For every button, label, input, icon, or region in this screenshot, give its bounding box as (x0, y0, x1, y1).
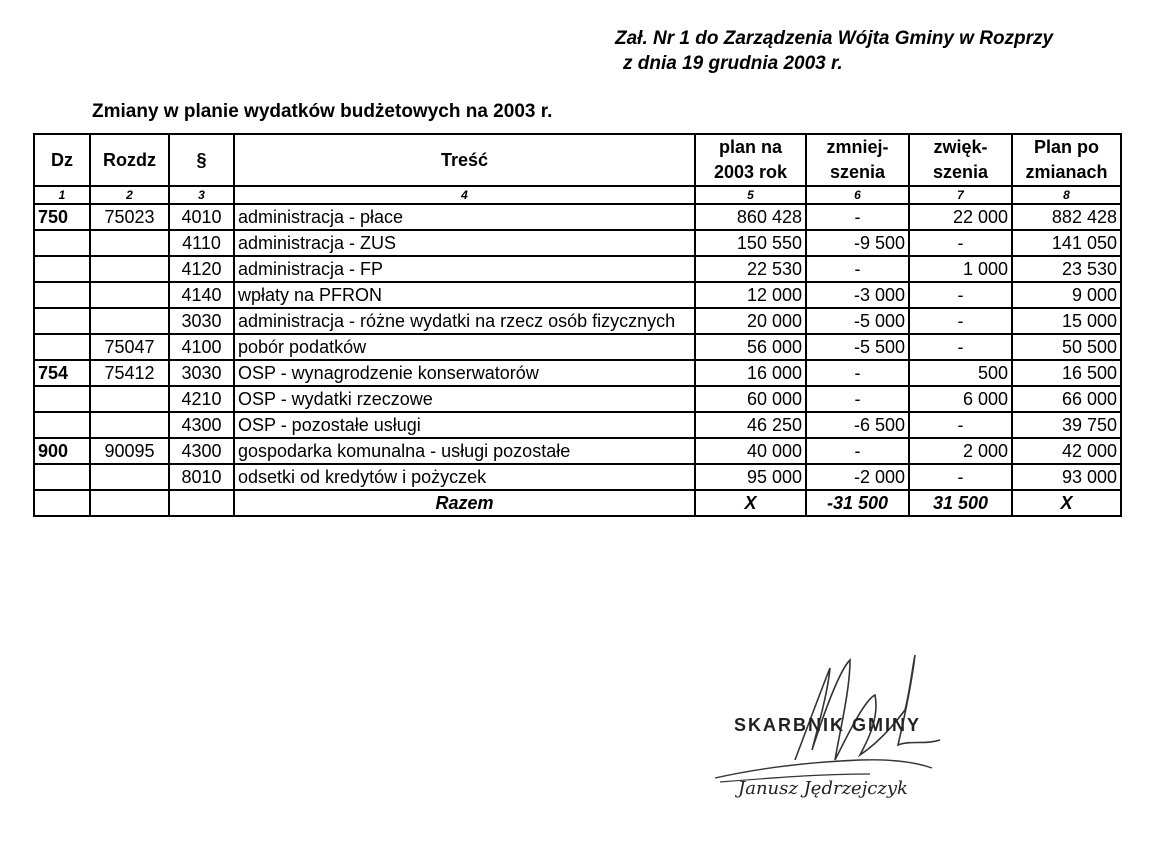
total-plan-after: X (1012, 490, 1121, 516)
cell-paragraph: 3030 (169, 360, 234, 386)
total-increase: 31 500 (909, 490, 1012, 516)
cell-dz: 750 (34, 204, 90, 230)
cell-dz (34, 282, 90, 308)
cell-empty (169, 490, 234, 516)
cell-plan-after: 50 500 (1012, 334, 1121, 360)
col-header-paragraph: § (169, 134, 234, 186)
cell-dz: 900 (34, 438, 90, 464)
cell-increase: - (909, 308, 1012, 334)
col-number: 2 (90, 186, 169, 204)
col-header-increase-line2: szenia (932, 162, 989, 182)
col-number: 5 (695, 186, 806, 204)
document-title: Zmiany w planie wydatków budżetowych na 2003 r. (92, 101, 553, 122)
cell-paragraph: 4010 (169, 204, 234, 230)
cell-tresc: OSP - wynagrodzenie konserwatorów (234, 360, 695, 386)
cell-paragraph: 4120 (169, 256, 234, 282)
cell-dz (34, 464, 90, 490)
cell-increase: 6 000 (909, 386, 1012, 412)
cell-rozdz (90, 464, 169, 490)
cell-plan: 46 250 (695, 412, 806, 438)
cell-rozdz: 75023 (90, 204, 169, 230)
cell-tresc: wpłaty na PFRON (234, 282, 695, 308)
cell-paragraph: 4300 (169, 412, 234, 438)
col-header-decrease-line1: zmniej- (826, 137, 889, 157)
cell-decrease: -3 000 (806, 282, 909, 308)
col-header-increase (909, 134, 1012, 186)
cell-paragraph: 4300 (169, 438, 234, 464)
cell-tresc: OSP - pozostałe usługi (234, 412, 695, 438)
cell-increase: 22 000 (909, 204, 1012, 230)
cell-plan: 20 000 (695, 308, 806, 334)
col-number: 1 (34, 186, 90, 204)
table-row (34, 308, 1121, 334)
cell-decrease: - (806, 256, 909, 282)
cell-tresc: OSP - wydatki rzeczowe (234, 386, 695, 412)
cell-increase: 2 000 (909, 438, 1012, 464)
cell-plan-after: 23 530 (1012, 256, 1121, 282)
cell-tresc: administracja - płace (234, 204, 695, 230)
cell-decrease: -9 500 (806, 230, 909, 256)
cell-tresc: gospodarka komunalna - usługi pozostałe (234, 438, 695, 464)
cell-decrease: - (806, 386, 909, 412)
cell-decrease: -5 500 (806, 334, 909, 360)
attachment-header (615, 26, 1053, 76)
cell-plan: 95 000 (695, 464, 806, 490)
cell-plan-after: 9 000 (1012, 282, 1121, 308)
col-header-dz: Dz (34, 134, 90, 186)
cell-plan: 40 000 (695, 438, 806, 464)
cell-dz (34, 412, 90, 438)
table-row (34, 386, 1121, 412)
cell-paragraph: 8010 (169, 464, 234, 490)
cell-plan-after: 39 750 (1012, 412, 1121, 438)
cell-increase: - (909, 282, 1012, 308)
col-header-tresc: Treść (234, 134, 695, 186)
treasurer-stamp: SKARBNIK GMINY (734, 715, 922, 735)
cell-dz: 754 (34, 360, 90, 386)
col-number: 8 (1012, 186, 1121, 204)
col-header-plan-after (1012, 134, 1121, 186)
table-row (34, 412, 1121, 438)
col-header-increase-line1: zwięk- (933, 137, 988, 157)
cell-paragraph: 4210 (169, 386, 234, 412)
cell-rozdz (90, 256, 169, 282)
cell-decrease: - (806, 438, 909, 464)
cell-empty (90, 490, 169, 516)
cell-paragraph: 3030 (169, 308, 234, 334)
table-row (34, 230, 1121, 256)
col-header-plan-after-line2: zmianach (1025, 162, 1108, 182)
col-header-plan-line1: plan na (718, 137, 782, 157)
col-number: 6 (806, 186, 909, 204)
table-row (34, 438, 1121, 464)
column-number-row (34, 186, 1121, 204)
cell-increase: - (909, 230, 1012, 256)
table-row (34, 360, 1121, 386)
total-decrease: -31 500 (806, 490, 909, 516)
table-row (34, 256, 1121, 282)
col-header-plan-after-line1: Plan po (1033, 137, 1099, 157)
cell-decrease: - (806, 204, 909, 230)
total-label: Razem (234, 490, 695, 516)
cell-decrease: -2 000 (806, 464, 909, 490)
cell-tresc: administracja - różne wydatki na rzecz osób fizycznych (234, 308, 695, 334)
table-row (34, 282, 1121, 308)
cell-rozdz (90, 386, 169, 412)
signature-block (700, 650, 1000, 820)
cell-tresc: odsetki od kredytów i pożyczek (234, 464, 695, 490)
cell-rozdz: 75047 (90, 334, 169, 360)
col-header-rozdz: Rozdz (90, 134, 169, 186)
cell-rozdz: 75412 (90, 360, 169, 386)
col-number: 3 (169, 186, 234, 204)
cell-dz (34, 334, 90, 360)
col-header-plan-line2: 2003 rok (713, 162, 788, 182)
header-row (34, 134, 1121, 186)
cell-rozdz (90, 412, 169, 438)
col-number: 4 (234, 186, 695, 204)
cell-increase: 1 000 (909, 256, 1012, 282)
cell-plan: 12 000 (695, 282, 806, 308)
col-header-plan (695, 134, 806, 186)
cell-decrease: - (806, 360, 909, 386)
cell-plan-after: 16 500 (1012, 360, 1121, 386)
cell-paragraph: 4100 (169, 334, 234, 360)
cell-tresc: administracja - ZUS (234, 230, 695, 256)
cell-plan-after: 15 000 (1012, 308, 1121, 334)
total-plan: X (695, 490, 806, 516)
cell-rozdz (90, 282, 169, 308)
cell-plan-after: 66 000 (1012, 386, 1121, 412)
cell-increase: - (909, 334, 1012, 360)
cell-decrease: -5 000 (806, 308, 909, 334)
cell-dz (34, 230, 90, 256)
cell-dz (34, 256, 90, 282)
cell-plan: 56 000 (695, 334, 806, 360)
cell-tresc: administracja - FP (234, 256, 695, 282)
header-line-2: z dnia 19 grudnia 2003 r. (623, 53, 843, 74)
cell-plan: 16 000 (695, 360, 806, 386)
cell-dz (34, 386, 90, 412)
cell-decrease: -6 500 (806, 412, 909, 438)
cell-plan: 860 428 (695, 204, 806, 230)
cell-plan-after: 93 000 (1012, 464, 1121, 490)
cell-rozdz (90, 230, 169, 256)
cell-paragraph: 4110 (169, 230, 234, 256)
cell-tresc: pobór podatków (234, 334, 695, 360)
cell-plan: 150 550 (695, 230, 806, 256)
header-line-1: Zał. Nr 1 do Zarządzenia Wójta Gminy w Rozprzy (615, 28, 1054, 49)
cell-increase: - (909, 464, 1012, 490)
col-header-decrease (806, 134, 909, 186)
col-number: 7 (909, 186, 1012, 204)
cell-plan: 60 000 (695, 386, 806, 412)
table-row (34, 334, 1121, 360)
col-header-decrease-line2: szenia (829, 162, 886, 182)
cell-paragraph: 4140 (169, 282, 234, 308)
total-row (34, 490, 1121, 516)
cell-plan-after: 882 428 (1012, 204, 1121, 230)
table-row (34, 204, 1121, 230)
cell-rozdz (90, 308, 169, 334)
table-row (34, 464, 1121, 490)
cell-empty (34, 490, 90, 516)
cell-rozdz: 90095 (90, 438, 169, 464)
budget-changes-table (33, 133, 1122, 517)
cell-increase: - (909, 412, 1012, 438)
cell-increase: 500 (909, 360, 1012, 386)
cell-dz (34, 308, 90, 334)
cell-plan-after: 141 050 (1012, 230, 1121, 256)
cell-plan-after: 42 000 (1012, 438, 1121, 464)
cell-plan: 22 530 (695, 256, 806, 282)
signatory-name: Janusz Jędrzejczyk (738, 778, 908, 799)
